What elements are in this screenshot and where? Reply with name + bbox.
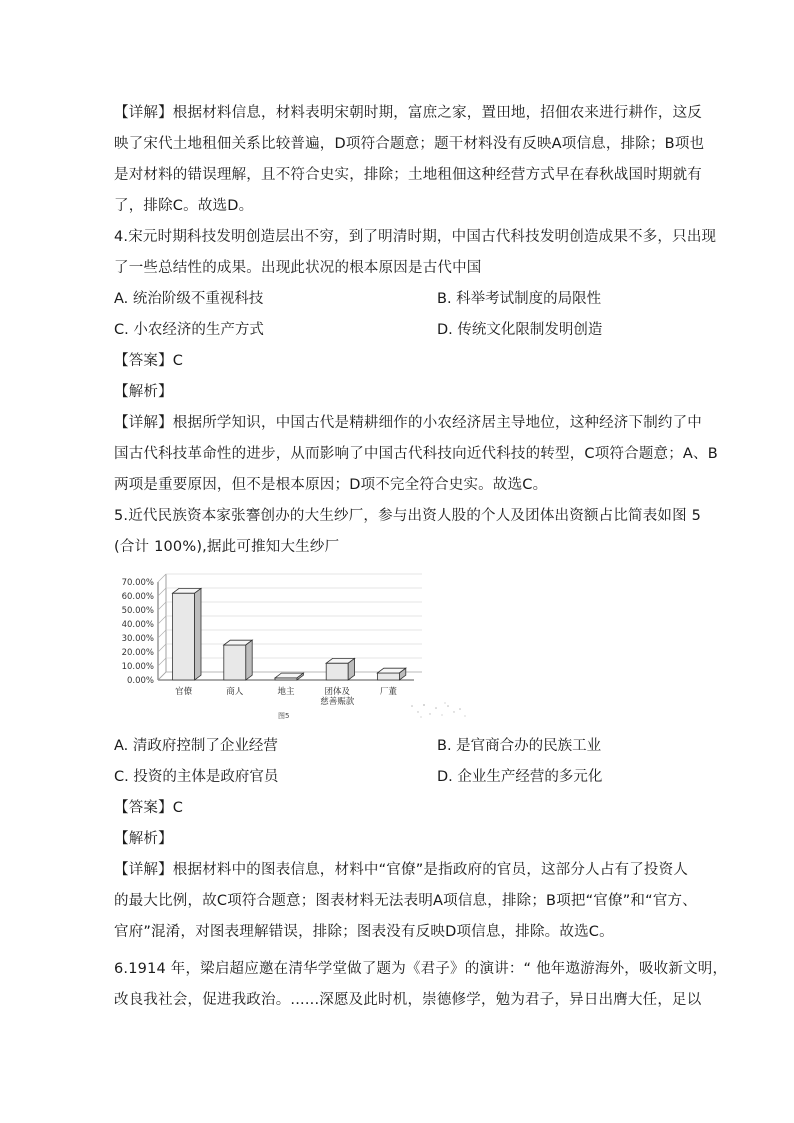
q4-option-d: D. 传统文化限制发明创造	[437, 322, 603, 338]
chart-category-label: 官僚	[175, 687, 193, 697]
q4-answer: 【答案】C	[114, 353, 184, 369]
q5-explain-line-2: 的最大比例，故C项符合题意；图表材料无法表明A项信息，排除；B项把“官僚”和“官方、	[114, 893, 697, 909]
chart-y-tick-label: 40.00%	[121, 620, 154, 630]
q5-stem-line-1: 5.近代民族资本家张謇创办的大生纱厂，参与出资人股的个人及团体出资额占比简表如图 5	[114, 508, 702, 524]
q4-stem-line-1: 4.宋元时期科技发明创造层出不穷，到了明清时期，中国古代科技发明创造成果不多，只出现	[114, 229, 717, 245]
q3-explain-line-1: 【详解】根据材料信息，材料表明宋朝时期，富庶之家，置田地，招佃农来进行耕作，这反	[114, 105, 702, 121]
chart-grid-diag	[158, 588, 166, 596]
chart-category-label: 地主	[277, 687, 295, 697]
q3-explain-line-4: 了，排除C。故选D。	[114, 198, 254, 214]
q5-explain-line-3: 官府”混淆，对图表理解错误，排除；图表没有反映D项信息，排除。故选C。	[114, 924, 614, 940]
chart-y-tick-label: 60.00%	[121, 592, 154, 602]
chart-category-label: 慈善赈款	[320, 697, 355, 707]
q5-option-a: A. 清政府控制了企业经营	[114, 738, 278, 754]
chart-y-tick-label: 30.00%	[121, 634, 154, 644]
q5-answer: 【答案】C	[114, 800, 184, 816]
chart-grid-diag	[158, 672, 166, 680]
q4-option-b: B. 科举考试制度的局限性	[437, 291, 602, 307]
chart-grid-diag	[158, 602, 166, 610]
chart-y-tick-label: 10.00%	[121, 662, 154, 672]
chart-category-label: 厂董	[379, 687, 397, 697]
chart-grid-diag	[158, 630, 166, 638]
q3-explain-line-2: 映了宋代土地租佃关系比较普遍，D项符合题意；题干材料没有反映A项信息，排除；B项也	[114, 136, 705, 152]
chart-grid-diag	[158, 658, 166, 666]
chart-figure-caption: 图5	[278, 712, 290, 720]
chart-grid-diag	[158, 644, 166, 652]
q5-analysis-label: 【解析】	[114, 831, 173, 847]
q3-explain-line-3: 是对材料的错误理解，且不符合史实，排除；土地租佃这种经营方式早在春秋战国时期就有	[114, 167, 702, 183]
q5-explain-line-1: 【详解】根据材料中的图表信息，材料中“官僚”是指政府的官员，这部分人占有了投资人	[114, 862, 689, 878]
chart-bar-front	[377, 673, 399, 680]
chart-bar-front	[173, 593, 195, 680]
chart-bar-front	[224, 645, 246, 680]
q5-option-c: C. 投资的主体是政府官员	[114, 769, 279, 785]
q4-analysis-label: 【解析】	[114, 384, 173, 400]
chart-y-tick-label: 70.00%	[121, 578, 154, 588]
chart-grid-diag	[158, 574, 166, 582]
q6-stem-line-2: 改良我社会，促进我政治。......深愿及此时机，崇德修学，勉为君子，异日出膺大任，足以	[114, 992, 702, 1008]
scan-noise-decoration	[408, 700, 468, 720]
chart-y-tick-label: 20.00%	[121, 648, 154, 658]
chart-grid-diag	[158, 616, 166, 624]
q4-explain-line-1: 【详解】根据所学知识，中国古代是精耕细作的小农经济居主导地位，这种经济下制约了中	[114, 415, 702, 431]
q4-stem-line-2: 了一些总结性的成果。出现此状况的根本原因是古代中国	[114, 260, 482, 276]
chart-category-label: 商人	[226, 687, 244, 697]
q5-stem-line-2: (合计 100%),据此可推知大生纱厂	[114, 539, 340, 555]
q4-option-a: A. 统治阶级不重视科技	[114, 291, 264, 307]
chart-category-label: 团体及	[324, 687, 350, 697]
chart-bar-side	[246, 640, 252, 680]
chart-y-tick-label: 50.00%	[121, 606, 154, 616]
investment-bar-chart	[114, 570, 434, 722]
q5-option-d: D. 企业生产经营的多元化	[437, 769, 603, 785]
q6-stem-line-1: 6.1914 年，梁启超应邀在清华学堂做了题为《君子》的演讲：“ 他年遨游海外，吸收新文明，	[114, 961, 728, 977]
q4-option-c: C. 小农经济的生产方式	[114, 322, 264, 338]
q4-explain-line-3: 两项是重要原因，但不是根本原因；D项不完全符合史实。故选C。	[114, 477, 548, 493]
chart-y-tick-label: 0.00%	[126, 676, 154, 686]
q5-option-b: B. 是官商合办的民族工业	[437, 738, 602, 754]
chart-bar-front	[326, 663, 348, 680]
q4-explain-line-2: 国古代科技革命性的进步，从而影响了中国古代科技向近代科技的转型，C项符合题意；A、B	[114, 446, 718, 462]
chart-svg	[114, 570, 434, 722]
chart-bar-side	[195, 588, 201, 680]
